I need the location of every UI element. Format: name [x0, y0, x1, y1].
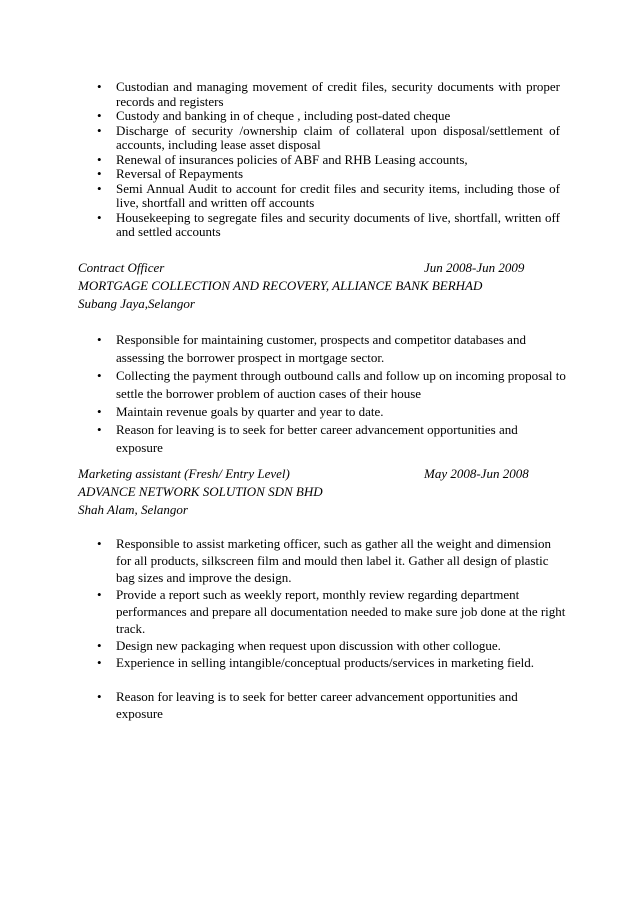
bullet-icon: • — [97, 422, 102, 437]
bullet-icon: • — [97, 79, 102, 94]
list-item: • Reason for leaving is to seek for better career advancement opportunities and exposure — [97, 422, 518, 455]
list-item: • Semi Annual Audit to account for credit files and security items, including those of live, shortfall and written off accounts — [97, 180, 560, 210]
bullet-icon: • — [97, 122, 102, 138]
bullet-icon: • — [97, 166, 102, 181]
bullet-icon: • — [97, 536, 102, 551]
job-header-contract-officer — [78, 259, 558, 313]
job-header-marketing-assistant — [78, 465, 558, 519]
list-item: • Collecting the payment through outbound calls and follow up on incoming proposal to settle the borrower problem of auction cases of their house — [97, 368, 566, 401]
list-item: • Housekeeping to segregate files and security documents of live, shortfall, written off and settled accounts — [97, 209, 560, 239]
list-item: • Provide a report such as weekly report, monthly review regarding department performances and prepare all documentation needed to make sure job done at the right track. — [97, 587, 566, 636]
bullet-icon: • — [97, 332, 102, 347]
bullet-icon: • — [97, 689, 102, 704]
bullet-icon: • — [97, 209, 102, 225]
company-name: MORTGAGE COLLECTION AND RECOVERY, ALLIANCE BANK BERHAD — [78, 278, 483, 293]
list-item: • Discharge of security /ownership claim of collateral upon disposal/settlement of accounts, including lease asset disposal — [97, 122, 560, 152]
bullet-icon: • — [97, 151, 102, 167]
list-item: • Design new packaging when request upon discussion with other collogue. — [97, 638, 501, 653]
job-location: Subang Jaya,Selangor — [78, 296, 195, 311]
job-dates: May 2008-Jun 2008 — [424, 466, 529, 481]
job-title: Marketing assistant (Fresh/ Entry Level) — [78, 466, 290, 481]
job-location: Shah Alam, Selangor — [78, 502, 188, 517]
list-item: • Custody and banking in of cheque , including post-dated cheque — [97, 108, 451, 123]
list-item: • Responsible to assist marketing officer, such as gather all the weight and dimension for all products, silkscreen film and mould then label it. Gather all design of plastic bag sizes and improve the design. — [97, 536, 552, 585]
list-item: • Maintain revenue goals by quarter and year to date. — [97, 404, 384, 419]
list-item: • Renewal of insurances policies of ABF and RHB Leasing accounts, — [97, 151, 468, 167]
list-item: • Custodian and managing movement of credit files, security documents with proper records and registers — [97, 79, 560, 109]
bullet-icon: • — [97, 404, 102, 419]
bullet-icon: • — [97, 368, 102, 383]
company-name: ADVANCE NETWORK SOLUTION SDN BHD — [78, 484, 323, 499]
job1-duties-list — [97, 331, 567, 457]
job-dates: Jun 2008-Jun 2009 — [424, 260, 525, 275]
duties-list — [97, 80, 560, 240]
list-item: • Reason for leaving is to seek for better career advancement opportunities and exposure — [97, 689, 518, 721]
list-item: • Reversal of Repayments — [97, 166, 244, 181]
bullet-icon: • — [97, 655, 102, 670]
job2-duties-list — [97, 535, 567, 722]
job-title: Contract Officer — [78, 260, 165, 275]
list-item: • Responsible for maintaining customer, prospects and competitor databases and assessing the borrower prospect in mortgage sector. — [97, 332, 526, 365]
bullet-icon: • — [97, 108, 102, 123]
bullet-icon: • — [97, 638, 102, 653]
bullet-icon: • — [97, 180, 102, 196]
bullet-icon: • — [97, 587, 102, 602]
list-item: • Experience in selling intangible/conceptual products/services in marketing field. — [97, 655, 535, 670]
